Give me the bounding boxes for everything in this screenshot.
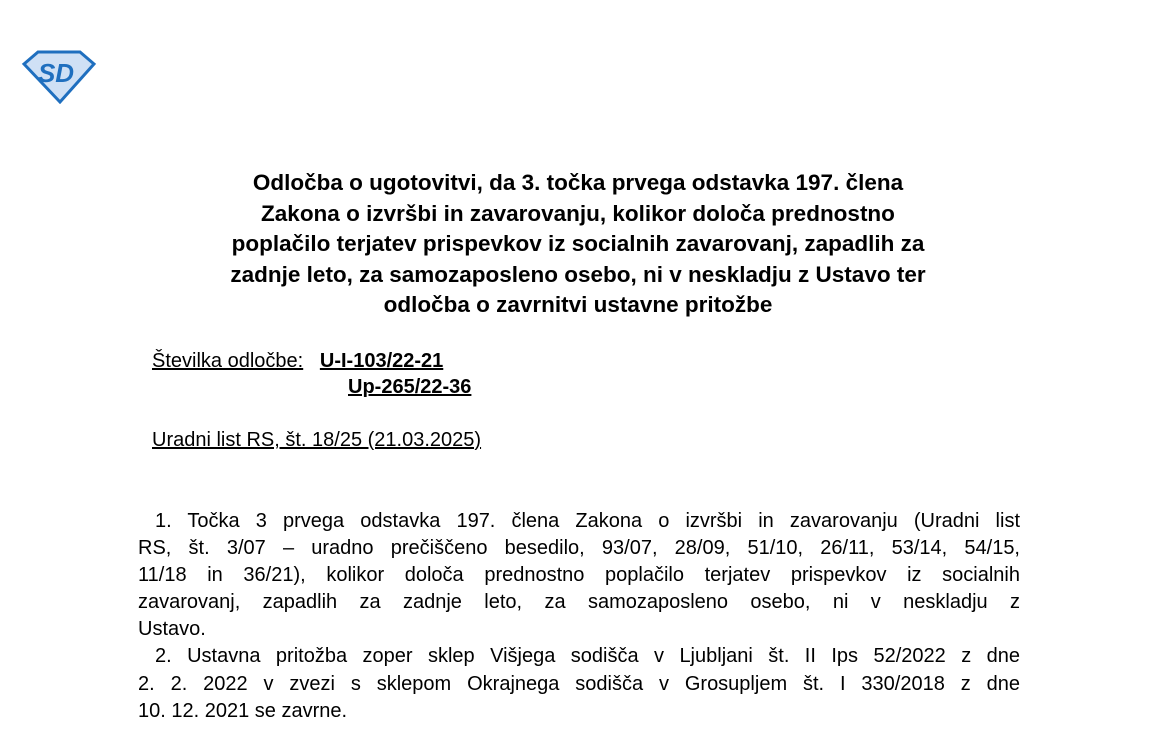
text-line: RS, št. 3/07 – uradno prečiščeno besedilo, 93/07, 28/09, 51/10, 26/11, 53/14, 54/15, [138,537,1020,560]
text-line: 2. Ustavna pritožba zoper sklep Višjega sodišča v Ljubljani št. II Ips 52/2022 z dne [155,645,1020,668]
official-gazette-reference: Uradni list RS, št. 18/25 (21.03.2025) [152,429,482,451]
text-line: Ustavo. [138,618,206,641]
text-line: zavarovanj, zapadlih za zadnje leto, za samozaposleno osebo, ni v neskladju z [138,591,1020,614]
title-line: odločba o zavrnitvi ustavne pritožbe [383,292,773,317]
document-title [100,168,1056,321]
text-line: 1. Točka 3 prvega odstavka 197. člena Zakona o izvršbi in zavarovanju (Uradni list [155,510,1020,532]
decision-number: U-I-103/22-21 [319,350,444,372]
text-line: 2. 2. 2022 v zvezi s sklepom Okrajnega sodišča v Grosupljem št. I 330/2018 z dne [138,672,1020,695]
text-line: 10. 12. 2021 se zavrne. [138,699,348,722]
decision-number-label: Številka odločbe: [152,350,304,372]
decision-number: Up-265/22-36 [348,376,472,398]
decision-number-block [152,348,471,400]
court-logo [20,50,96,104]
text-line: 11/18 in 36/21), kolikor določa prednostno poplačilo terjatev prispevkov iz socialnih [138,564,1020,587]
paragraph-1 [138,508,1020,643]
title-line: zadnje leto, za samozaposleno osebo, ni v neskladju z Ustavo ter [230,261,926,287]
title-line: Zakona o izvršbi in zavarovanju, kolikor določa prednostno [261,200,895,226]
svg-text:SD: SD [37,58,75,88]
title-line: poplačilo terjatev prispevkov iz socialnih zavarovanj, zapadlih za [231,231,925,256]
operative-part [138,508,1020,725]
title-line: Odločba o ugotovitvi, da 3. točka prvega odstavka 197. člena [252,170,904,195]
paragraph-2 [138,643,1020,724]
